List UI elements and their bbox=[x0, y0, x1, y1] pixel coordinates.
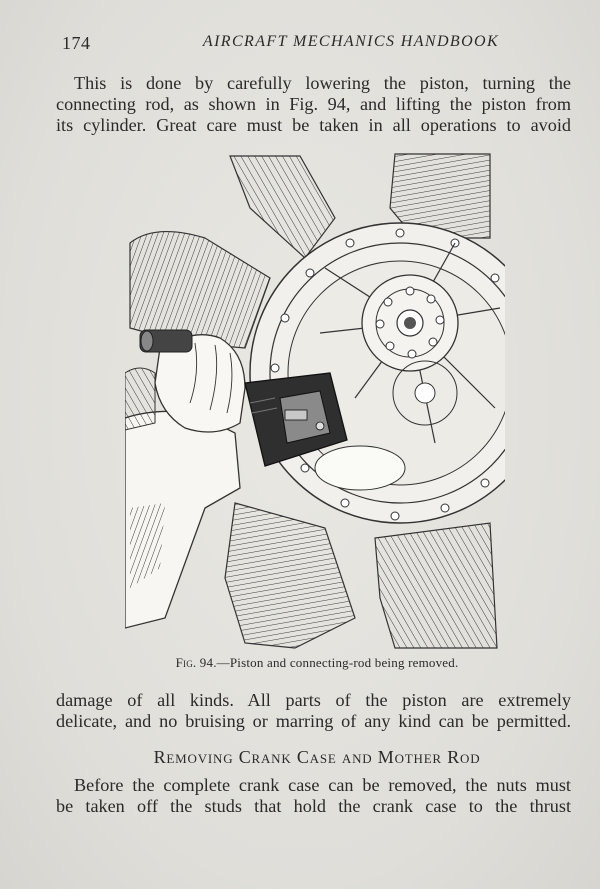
page-header bbox=[62, 33, 572, 57]
text-line: its cylinder. Great care must be taken in all operations to avoid bbox=[56, 115, 571, 135]
bottom-cylinder-left bbox=[225, 503, 355, 648]
bottom-cylinder-right bbox=[375, 523, 497, 648]
crank-case bbox=[250, 223, 505, 523]
engine-drawing bbox=[125, 148, 505, 653]
figure-caption bbox=[62, 655, 572, 671]
figure-caption-text: —Piston and connecting-rod being removed. bbox=[216, 655, 459, 670]
figure-94-illustration bbox=[125, 148, 505, 653]
section-heading: Removing Crank Case and Mother Rod bbox=[153, 747, 481, 767]
socket-wrench bbox=[140, 330, 192, 352]
page-number: 174 bbox=[62, 33, 91, 53]
text-line: This is done by carefully lowering the piston, turning the bbox=[74, 73, 571, 93]
figure-label: Fig. 94. bbox=[175, 655, 217, 670]
paragraph-top bbox=[56, 73, 571, 136]
top-cylinder-left bbox=[230, 156, 335, 258]
paragraph-bottom bbox=[56, 775, 571, 817]
text-line: Before the complete crank case can be removed, the nuts must bbox=[74, 775, 571, 795]
text-line: be taken off the studs that hold the crank case to the thrust bbox=[56, 796, 571, 816]
text-line: connecting rod, as shown in Fig. 94, and lifting the piston from bbox=[56, 94, 571, 114]
text-line: damage of all kinds. All parts of the piston are extremely bbox=[56, 690, 571, 710]
running-head: AIRCRAFT MECHANICS HANDBOOK bbox=[202, 33, 500, 50]
text-line: delicate, and no bruising or marring of any kind can be permitted. bbox=[56, 711, 571, 731]
paragraph-middle bbox=[56, 690, 571, 732]
